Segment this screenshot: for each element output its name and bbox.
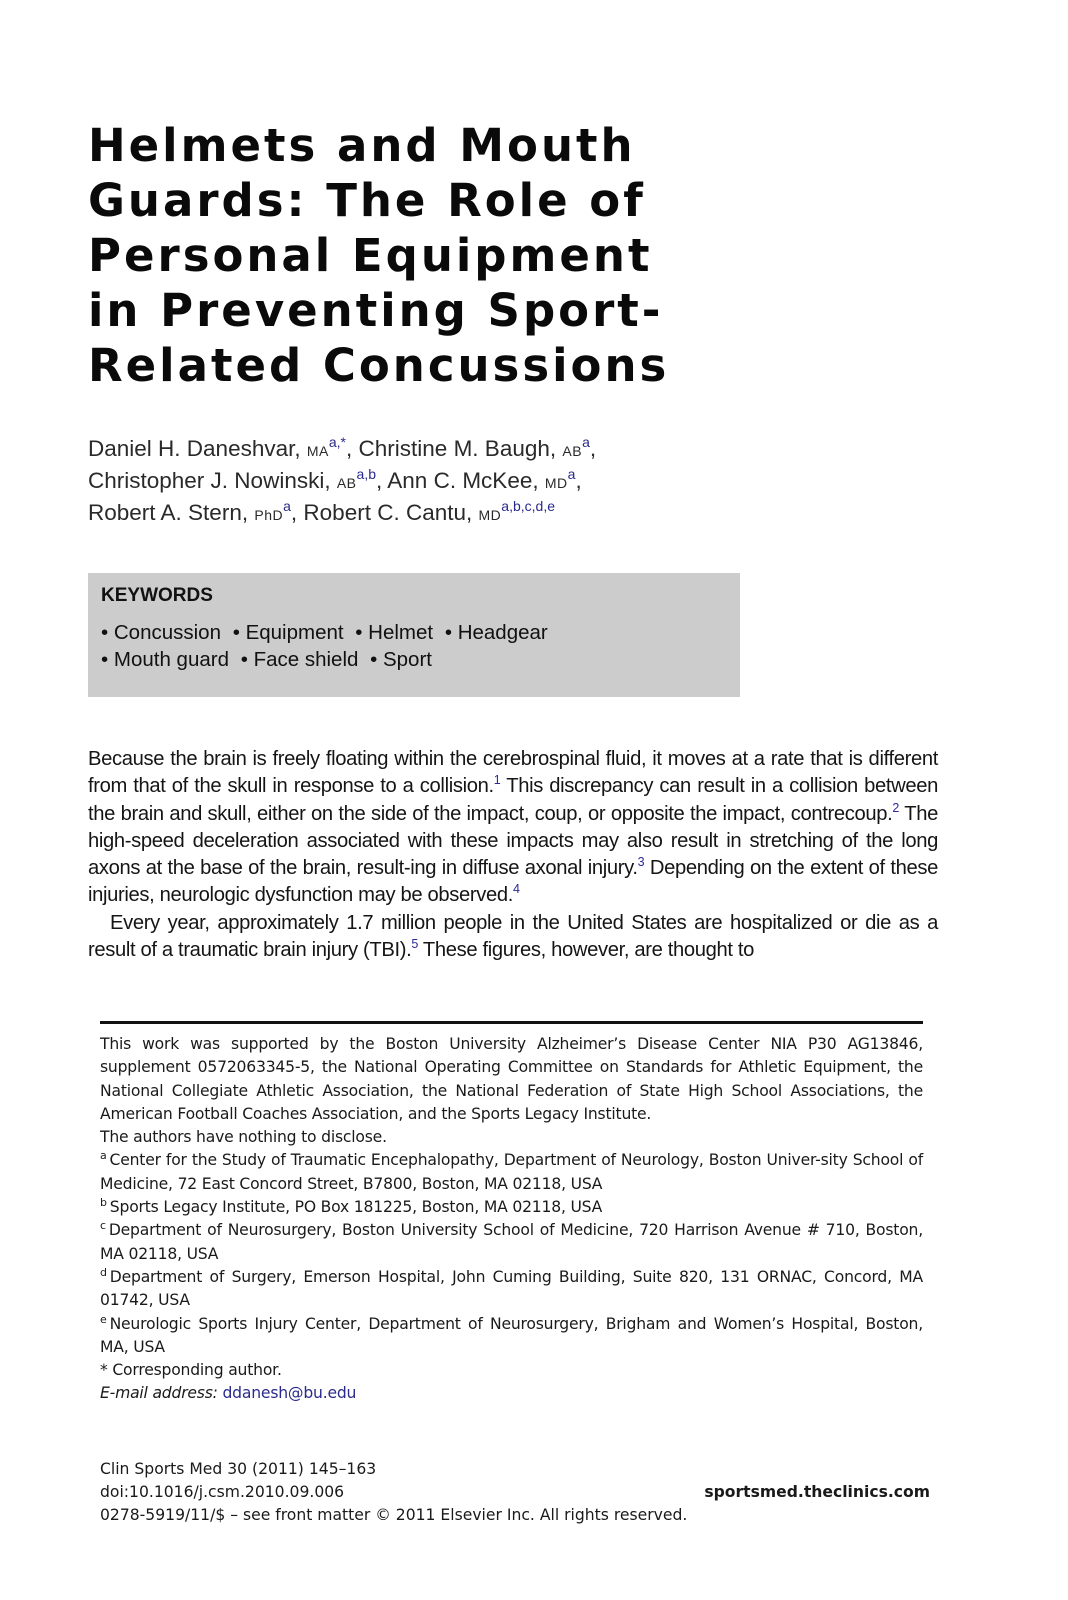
citation-block	[100, 1458, 930, 1527]
affiliation-mark: c	[100, 1219, 106, 1233]
keyword: • Headgear	[445, 621, 548, 644]
author-line	[88, 434, 728, 466]
corresponding-author-note: * Corresponding author.	[100, 1361, 282, 1380]
text-run: The high-speed deceleration associated with these impacts may also result in stretching of the long axons at the base of the brain, result-ing in diffuse axonal injury.	[88, 802, 938, 880]
journal-citation: Clin Sports Med 30 (2011) 145–163	[100, 1460, 377, 1478]
affiliation-mark: e	[100, 1312, 107, 1326]
author-degree: AB	[562, 443, 583, 459]
author-name: Christine M. Baugh,	[358, 436, 557, 461]
author-affiliation-link[interactable]: a,b,c,d,e	[501, 498, 555, 514]
keywords-line	[101, 648, 438, 672]
keyword: • Mouth guard	[101, 648, 229, 671]
keyword: • Helmet	[355, 621, 433, 644]
separator: ,	[589, 436, 597, 461]
doi-link[interactable]: doi:10.1016/j.csm.2010.09.006	[100, 1483, 345, 1501]
website-link[interactable]: sportsmed.theclinics.com	[704, 1483, 930, 1501]
title-line: Personal Equipment	[88, 229, 653, 282]
keyword: • Face shield	[241, 648, 359, 671]
title-line: Helmets and Mouth	[88, 119, 636, 172]
doi-row	[100, 1481, 930, 1504]
reference-link[interactable]: 1	[493, 773, 501, 788]
keyword: • Concussion	[101, 621, 221, 644]
text-run: These figures, however, are thought to	[417, 939, 755, 962]
reference-link[interactable]: 4	[512, 882, 520, 897]
author-degree: MA	[306, 443, 329, 459]
keyword: • Sport	[370, 648, 432, 671]
email-line	[100, 1382, 923, 1405]
copyright-line: 0278-5919/11/$ – see front matter © 2011 Elsevier Inc. All rights reserved.	[100, 1506, 688, 1524]
author-affiliation-link[interactable]: a	[283, 498, 291, 514]
affiliation-text: Center for the Study of Traumatic Encephalopathy, Department of Neurology, Boston Univer-sity School of Medicine, 72 East Concord Street, B7800, Boston, MA 02118, USA	[100, 1151, 923, 1193]
text-run: Depending on the extent of these injuries, neurologic dysfunction may be observed.	[88, 857, 938, 907]
affiliation-mark: b	[100, 1196, 107, 1210]
text-run: This discrepancy can result in a collision between the brain and skull, either on the side of the impact, coup, or opposite the impact, contrecoup.	[88, 775, 938, 825]
affiliation-text: Neurologic Sports Injury Center, Department of Neurosurgery, Brigham and Women’s Hospital, Boston, MA, USA	[100, 1314, 923, 1356]
funding-note: This work was supported by the Boston University Alzheimer’s Disease Center NIA P30 AG13846, supplement 0572063345-5, the National Operating Committee on Standards for Athletic Equipment, the National Collegiate Athletic Association, the National Federation of State High School Associations, the American Football Coaches Association, and the Sports Legacy Institute.	[100, 1035, 923, 1123]
affiliation-b	[100, 1196, 923, 1219]
title-line: in Preventing Sport-	[88, 284, 664, 337]
author-name: Christopher J. Nowinski,	[88, 468, 331, 493]
keywords-line	[101, 621, 554, 645]
affiliation-mark: a	[100, 1149, 107, 1163]
author-affiliation-link[interactable]: a,b	[356, 466, 376, 482]
email-label: E-mail address:	[100, 1384, 218, 1403]
separator: ,	[346, 436, 353, 461]
author-degree: MD	[478, 507, 502, 523]
affiliation-text: Department of Neurosurgery, Boston University School of Medicine, 720 Harrison Avenue # 710, Boston, MA 02118, USA	[100, 1221, 923, 1263]
author-affiliation-link[interactable]: a	[582, 434, 590, 450]
affiliation-text: Department of Surgery, Emerson Hospital, John Cuming Building, Suite 820, 131 ORNAC, Concord, MA 01742, USA	[100, 1267, 923, 1310]
affiliation-a	[100, 1149, 923, 1196]
disclosure-note: The authors have nothing to disclose.	[100, 1128, 387, 1147]
affiliation-c	[100, 1219, 923, 1266]
author-line	[88, 498, 728, 530]
separator: ,	[376, 468, 383, 493]
keywords-heading: KEYWORDS	[101, 585, 213, 606]
keyword: • Equipment	[233, 621, 344, 644]
reference-link[interactable]: 5	[411, 937, 418, 952]
keywords-box	[88, 573, 740, 697]
text-run: Because the brain is freely floating within the cerebrospinal fluid, it moves at a rate that is different from that of the skull in response to a collision.	[88, 748, 938, 798]
affiliation-d	[100, 1266, 923, 1313]
title-line: Guards: The Role of	[88, 174, 646, 227]
author-affiliation-link[interactable]: a	[567, 466, 576, 482]
author-name: Ann C. McKee,	[387, 468, 539, 493]
paragraph	[88, 746, 938, 910]
reference-link[interactable]: 3	[637, 855, 645, 870]
separator: ,	[575, 468, 582, 493]
author-degree: PhD	[254, 507, 284, 523]
footnotes	[100, 1033, 923, 1406]
author-degree: AB	[336, 475, 357, 491]
affiliation-mark: d	[100, 1265, 107, 1279]
paragraph	[88, 910, 938, 965]
affiliation-e	[100, 1313, 923, 1360]
author-list	[88, 434, 728, 530]
email-link[interactable]: ddanesh@bu.edu	[222, 1384, 357, 1403]
text-run: Every year, approximately 1.7 million people in the United States are hospitalized or die as a result of a traumatic brain injury (TBI).	[88, 911, 938, 962]
footnote-divider	[100, 1021, 923, 1024]
author-line	[88, 466, 728, 498]
author-name: Robert A. Stern,	[88, 500, 249, 525]
author-degree: MD	[544, 475, 568, 491]
author-name: Robert C. Cantu,	[303, 500, 473, 525]
article-title	[88, 118, 708, 393]
reference-link[interactable]: 2	[892, 800, 900, 815]
title-line: Related Concussions	[88, 339, 670, 392]
body-text	[88, 746, 938, 964]
author-affiliation-link[interactable]: a,*	[328, 434, 346, 450]
affiliation-text: Sports Legacy Institute, PO Box 181225, Boston, MA 02118, USA	[109, 1198, 603, 1217]
separator: ,	[290, 500, 298, 525]
author-name: Daniel H. Daneshvar,	[88, 436, 301, 461]
